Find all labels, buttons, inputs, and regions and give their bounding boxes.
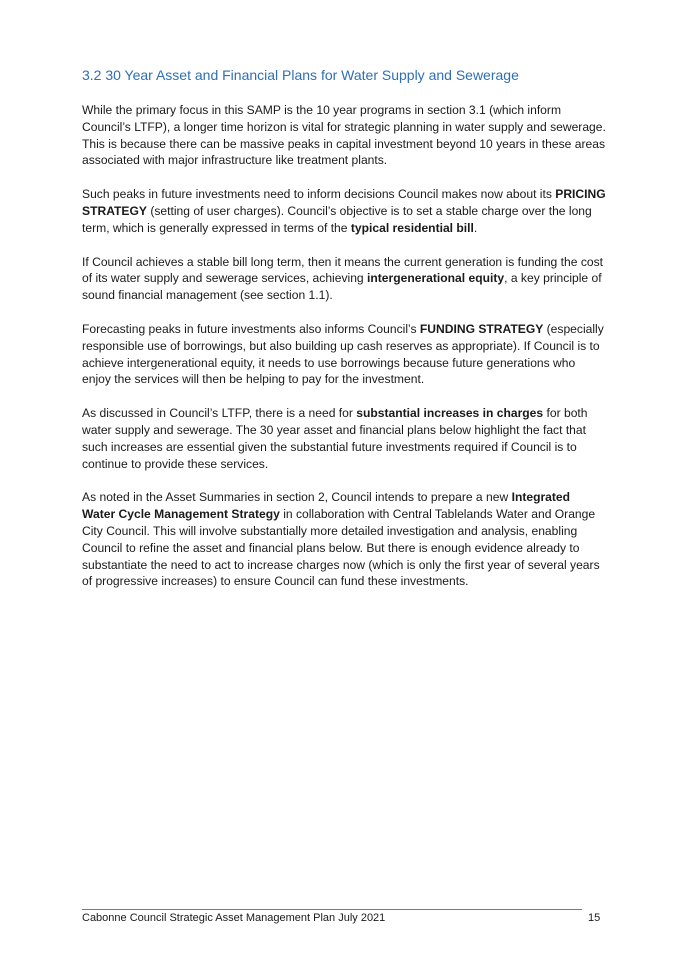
paragraph-text: If Council achieves a stable bill long term, then it means the current generation is funding the cost of its water supply and sewerage services, achieving	[82, 254, 603, 286]
paragraph-funding-strategy	[82, 321, 606, 388]
paragraph-ltfp-charges	[82, 405, 606, 472]
paragraph-text: While the primary focus in this SAMP is the 10 year programs in section 3.1 (which inform Council’s LTFP), a longer time horizon is vital for strategic planning in water supply and sewerage. This is because there can be massive peaks in capital investment beyond 10 years in these areas associated with major infrastructure like treatment plants.	[82, 103, 606, 168]
paragraph-text: , a key principle of sound financial management (see section 1.1).	[82, 271, 602, 303]
bold-term-substantial-increases: substantial increases in charges	[356, 406, 544, 421]
paragraph-samp-focus	[82, 102, 606, 169]
footer-divider	[82, 909, 582, 910]
paragraph-iwcm-strategy	[82, 489, 606, 590]
bold-term-funding-strategy: FUNDING STRATEGY	[419, 321, 544, 336]
paragraph-text: for both water supply and sewerage. The 30 year asset and financial plans below highlight the fact that such increases are essential given the substantial future investments required if Council is to continue to provide these services.	[82, 406, 588, 471]
paragraph-text: As noted in the Asset Summaries in section 2, Council intends to prepare a new	[82, 490, 512, 505]
paragraph-stable-bill	[82, 254, 606, 304]
paragraph-text: in collaboration with Central Tablelands Water and Orange City Council. This will involve substantially more detailed investigation and analysis, enabling Council to refine the asset and financial plans below. But there is enough evidence already to substantiate the need to act to increase charges now (which is only the first year of several years of progressive increases) to ensure Council can fund these investments.	[82, 507, 600, 589]
bold-term-intergenerational-equity: intergenerational equity	[367, 271, 505, 286]
document-body	[82, 102, 606, 607]
footer-title: Cabonne Council Strategic Asset Management Plan July 2021	[82, 912, 386, 924]
paragraph-text: As discussed in Council’s LTFP, there is a need for	[82, 406, 357, 421]
page-number: 15	[588, 912, 601, 924]
section-heading: 3.2 30 Year Asset and Financial Plans for Water Supply and Sewerage	[82, 67, 519, 83]
paragraph-text: (setting of user charges). Council’s objective is to set a stable charge over the long term, which is generally expressed in terms of the	[82, 203, 592, 235]
bold-term-pricing-strategy: PRICING STRATEGY	[82, 187, 606, 218]
paragraph-text: .	[473, 220, 478, 235]
paragraph-text: (especially responsible use of borrowings, but also building up cash reserves as appropriate). If Council is to achieve intergenerational equity, it needs to use borrowings because future generations who enjoy the services will then be helping to pay for the investment.	[82, 321, 604, 387]
paragraph-text: Forecasting peaks in future investments also informs Council’s	[82, 321, 420, 336]
bold-term-iwcm-strategy: Integrated Water Cycle Management Strategy	[82, 490, 571, 522]
paragraph-pricing-strategy	[82, 186, 606, 236]
paragraph-text: Such peaks in future investments need to inform decisions Council makes now about its	[82, 187, 556, 202]
bold-term-typical-residential-bill: typical residential bill	[350, 220, 474, 235]
